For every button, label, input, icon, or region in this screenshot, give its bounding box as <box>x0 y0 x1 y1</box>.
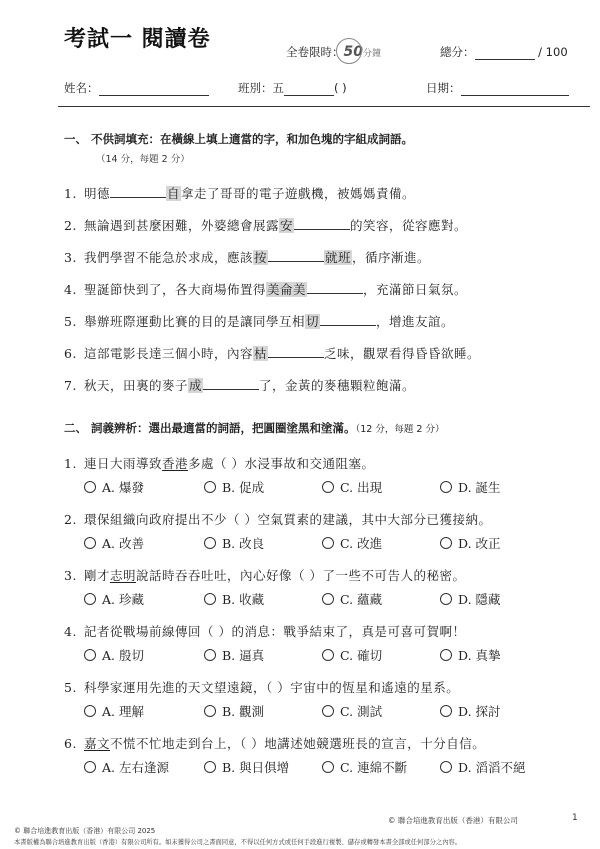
answer-circle[interactable] <box>322 649 334 661</box>
answer-circle[interactable] <box>84 537 96 549</box>
section1-heading: 一、 不供詞填充：在橫線上填上適當的字，和加色塊的字組成詞語。 <box>64 132 413 146</box>
answer-circle[interactable] <box>84 705 96 717</box>
section2-heading: 二、 詞義辨析：選出最適當的詞語，把圓圈塗黑和塗滿。（12 分，每題 2 分） <box>64 421 445 435</box>
option-d[interactable]: D. 隱藏 <box>440 590 501 608</box>
date-label: 日期： <box>426 81 461 95</box>
fill-question-3: 3. 我們學習不能急於求成，應該按 就班，循序漸進。 <box>64 250 431 265</box>
stopwatch-icon <box>336 38 362 64</box>
total-score <box>440 44 568 60</box>
name-field[interactable] <box>99 95 209 96</box>
header-divider <box>58 106 590 107</box>
answer-circle[interactable] <box>84 761 96 773</box>
answer-blank[interactable] <box>294 217 350 230</box>
option-c[interactable]: C. 出現 <box>322 478 382 496</box>
answer-circle[interactable] <box>204 481 216 493</box>
option-b[interactable]: B. 促成 <box>204 478 264 496</box>
option-a[interactable]: A. 爆發 <box>84 478 144 496</box>
option-d[interactable]: D. 改正 <box>440 534 501 552</box>
answer-circle[interactable] <box>84 481 96 493</box>
mc-question-4: 4. 記者從戰場前線傳回（ ）的消息：戰爭結束了，真是可喜可賀啊！ <box>64 624 466 639</box>
answer-blank[interactable] <box>268 249 324 262</box>
highlight-char: 就班 <box>325 250 352 265</box>
fill-question-1: 1. 明德 自拿走了哥哥的電子遊戲機，被媽媽責備。 <box>64 186 416 201</box>
answer-blank[interactable] <box>268 345 324 358</box>
answer-blank[interactable] <box>320 313 376 326</box>
highlight-char: 枯 <box>254 346 268 361</box>
mc-question-5: 5. 科學家運用先進的天文望遠鏡，（ ）宇宙中的恆星和遙遠的星系。 <box>64 680 460 695</box>
answer-circle[interactable] <box>322 537 334 549</box>
footer-copyright-right: © 聯合培進教育出版（香港）有限公司 <box>388 816 518 825</box>
highlight-char: 美侖美 <box>267 282 307 297</box>
option-c[interactable]: C. 連綿不斷 <box>322 758 407 776</box>
highlight-char: 按 <box>254 250 268 265</box>
score-field[interactable] <box>475 59 535 60</box>
option-a[interactable]: A. 左右逢源 <box>84 758 169 776</box>
section1-marks: （14 分，每題 2 分） <box>96 154 190 165</box>
fill-question-5: 5. 舉辦班際運動比賽的目的是讓同學互相切 ，增進友誼。 <box>64 314 455 329</box>
answer-circle[interactable] <box>440 481 452 493</box>
option-c[interactable]: C. 改進 <box>322 534 382 552</box>
fill-question-4: 4. 聖誕節快到了，各大商場佈置得美侖美 ，充滿節日氣氛。 <box>64 282 468 297</box>
option-b[interactable]: B. 逼真 <box>204 646 264 664</box>
footer-notice: 本書版權為聯合培進教育出版（香港）有限公司所有。如未獲得公司之書面同意，不得以任何方式或任何手段進行複製、儲存或轉發本書全部或任何部分之內容。 <box>14 839 462 846</box>
answer-circle[interactable] <box>204 593 216 605</box>
answer-circle[interactable] <box>84 593 96 605</box>
option-b[interactable]: B. 收藏 <box>204 590 264 608</box>
option-c[interactable]: C. 確切 <box>322 646 382 664</box>
option-d[interactable]: D. 真摯 <box>440 646 501 664</box>
answer-circle[interactable] <box>204 649 216 661</box>
option-c[interactable]: C. 蘊藏 <box>322 590 382 608</box>
mc-question-3: 3. 剛才志明說話時吞吞吐吐，內心好像（ ）了一些不可告人的秘密。 <box>64 568 466 583</box>
answer-circle[interactable] <box>322 481 334 493</box>
answer-circle[interactable] <box>322 593 334 605</box>
fill-question-2: 2. 無論遇到甚麼困難，外婆總會展露安 的笑容，從容應對。 <box>64 218 468 233</box>
option-c[interactable]: C. 測試 <box>322 702 382 720</box>
date-field[interactable] <box>461 95 569 96</box>
score-label: 總分： <box>440 45 475 59</box>
option-d[interactable]: D. 誕生 <box>440 478 501 496</box>
fill-question-6: 6. 這部電影長達三個小時，內容枯 乏味，觀眾看得昏昏欲睡。 <box>64 346 481 361</box>
answer-circle[interactable] <box>204 705 216 717</box>
option-a[interactable]: A. 殷切 <box>84 646 144 664</box>
answer-circle[interactable] <box>440 705 452 717</box>
score-total: / 100 <box>538 45 568 59</box>
option-a[interactable]: A. 改善 <box>84 534 144 552</box>
fill-question-7: 7. 秋天，田裏的麥子成 了，金黃的麥穗顆粒飽滿。 <box>64 378 416 393</box>
footer-copyright-left: © 聯合培進教育出版（香港）有限公司 2025 <box>14 827 156 835</box>
highlight-char: 自 <box>167 186 181 201</box>
name-row <box>64 80 209 96</box>
class-label: 班別：五 <box>238 81 284 95</box>
option-b[interactable]: B. 與日俱增 <box>204 758 289 776</box>
answer-circle[interactable] <box>440 649 452 661</box>
highlight-char: 成 <box>189 378 203 393</box>
mc-question-1: 1. 連日大雨導致香港多處（ ）水浸事故和交通阻塞。 <box>64 456 375 471</box>
answer-blank[interactable] <box>110 185 166 198</box>
answer-circle[interactable] <box>204 537 216 549</box>
option-b[interactable]: B. 觀測 <box>204 702 264 720</box>
class-row <box>238 80 347 96</box>
time-unit: 分鐘 <box>362 49 381 59</box>
section2-marks: （12 分，每題 2 分） <box>355 424 445 435</box>
page-number: 1 <box>572 813 578 823</box>
answer-circle[interactable] <box>204 761 216 773</box>
date-row <box>426 80 569 96</box>
option-b[interactable]: B. 改良 <box>204 534 264 552</box>
answer-circle[interactable] <box>440 593 452 605</box>
time-label: 全卷限時： <box>286 45 344 59</box>
class-number: ( ) <box>334 81 347 95</box>
page-title: 考試一 閱讀卷 <box>64 27 211 52</box>
mc-question-2: 2. 環保組織向政府提出不少（ ）空氣質素的建議，其中大部分已獲接納。 <box>64 512 492 527</box>
class-field[interactable] <box>284 95 334 96</box>
option-d[interactable]: D. 滔滔不絕 <box>440 758 526 776</box>
answer-circle[interactable] <box>440 537 452 549</box>
time-value: 50 <box>343 44 363 60</box>
answer-circle[interactable] <box>322 705 334 717</box>
name-label: 姓名： <box>64 81 99 95</box>
answer-circle[interactable] <box>440 761 452 773</box>
answer-circle[interactable] <box>84 649 96 661</box>
highlight-char: 切 <box>306 314 320 329</box>
highlight-char: 安 <box>280 218 294 233</box>
mc-question-6: 6. 嘉文不慌不忙地走到台上，（ ）地講述她競選班長的宣言，十分自信。 <box>64 736 486 751</box>
option-a[interactable]: A. 理解 <box>84 702 144 720</box>
option-a[interactable]: A. 珍藏 <box>84 590 144 608</box>
answer-blank[interactable] <box>203 377 259 390</box>
answer-circle[interactable] <box>322 761 334 773</box>
answer-blank[interactable] <box>307 281 363 294</box>
option-d[interactable]: D. 探討 <box>440 702 501 720</box>
time-limit <box>286 44 381 60</box>
